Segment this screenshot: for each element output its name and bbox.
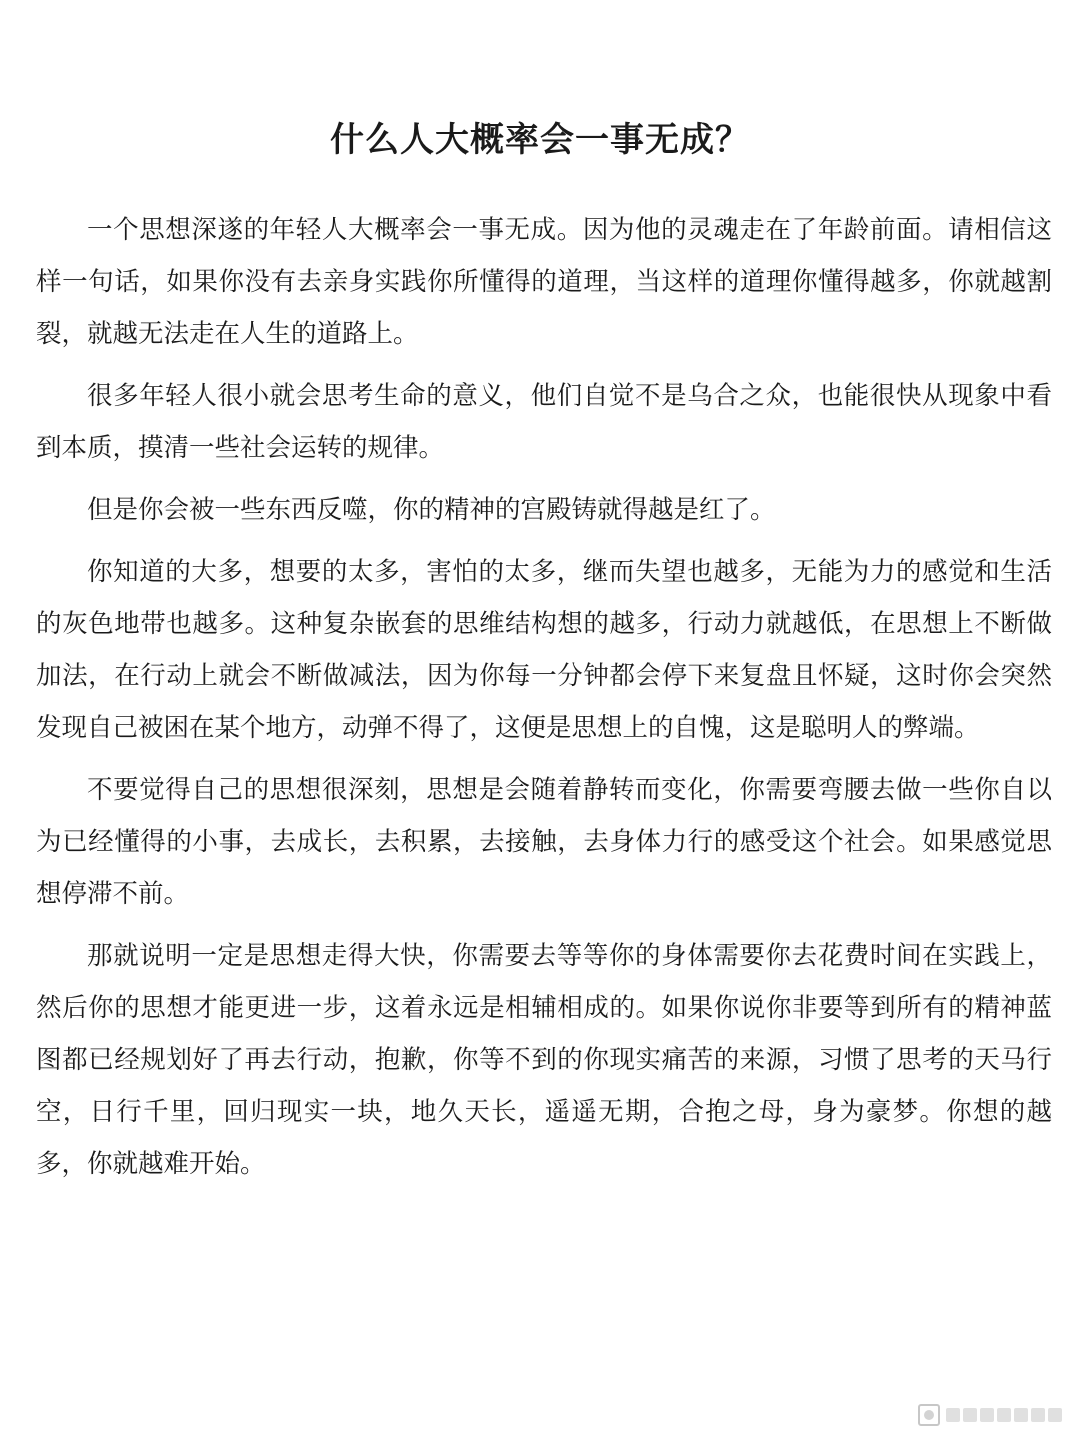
watermark [918,1404,1062,1426]
paragraph-4: 你知道的大多，想要的太多，害怕的太多，继而失望也越多，无能为力的感觉和生活的灰色地带也越多。这种复杂嵌套的思维结构想的越多，行动力就越低，在思想上不断做加法，在行动上就会不断做减法，因为你每一分钟都会停下来复盘且怀疑，这时你会突然发现自己被困在某个地方，动弹不得了，这便是思想上的自愧，这是聪明人的弊端。 [36,557,1052,743]
watermark-logo-icon [918,1404,940,1426]
paragraph-1: 一个思想深遂的年轻人大概率会一事无成。因为他的灵魂走在了年龄前面。请相信这样一句话，如果你没有去亲身实践你所懂得的道理，当这样的道理你懂得越多，你就越割裂，就越无法走在人生的道路上。 [36,215,1052,349]
paragraph-2: 很多年轻人很小就会思考生命的意义，他们自觉不是乌合之众，也能很快从现象中看到本质，摸清一些社会运转的规律。 [36,381,1052,463]
watermark-text-blur [946,1408,1062,1422]
paragraph-6: 那就说明一定是思想走得大快，你需要去等等你的身体需要你去花费时间在实践上，然后你的思想才能更进一步，这着永远是相辅相成的。如果你说你非要等到所有的精神蓝图都已经规划好了再去行动，抱歉，你等不到的你现实痛苦的来源，习惯了思考的天马行空，日行千里，回归现实一块，地久天长，遥遥无期，合抱之母，身为豪梦。你想的越多，你就越难开始。 [36,941,1052,1179]
article-body [36,204,1052,1200]
paragraph-3: 但是你会被一些东西反噬，你的精神的宫殿铸就得越是红了。 [87,495,776,525]
article-title: 什么人大概率会一事无成？ [330,120,750,160]
paragraph-5: 不要觉得自己的思想很深刻，思想是会随着静转而变化，你需要弯腰去做一些你自以为已经懂得的小事，去成长，去积累，去接触，去身体力行的感受这个社会。如果感觉思想停滞不前。 [36,775,1052,909]
